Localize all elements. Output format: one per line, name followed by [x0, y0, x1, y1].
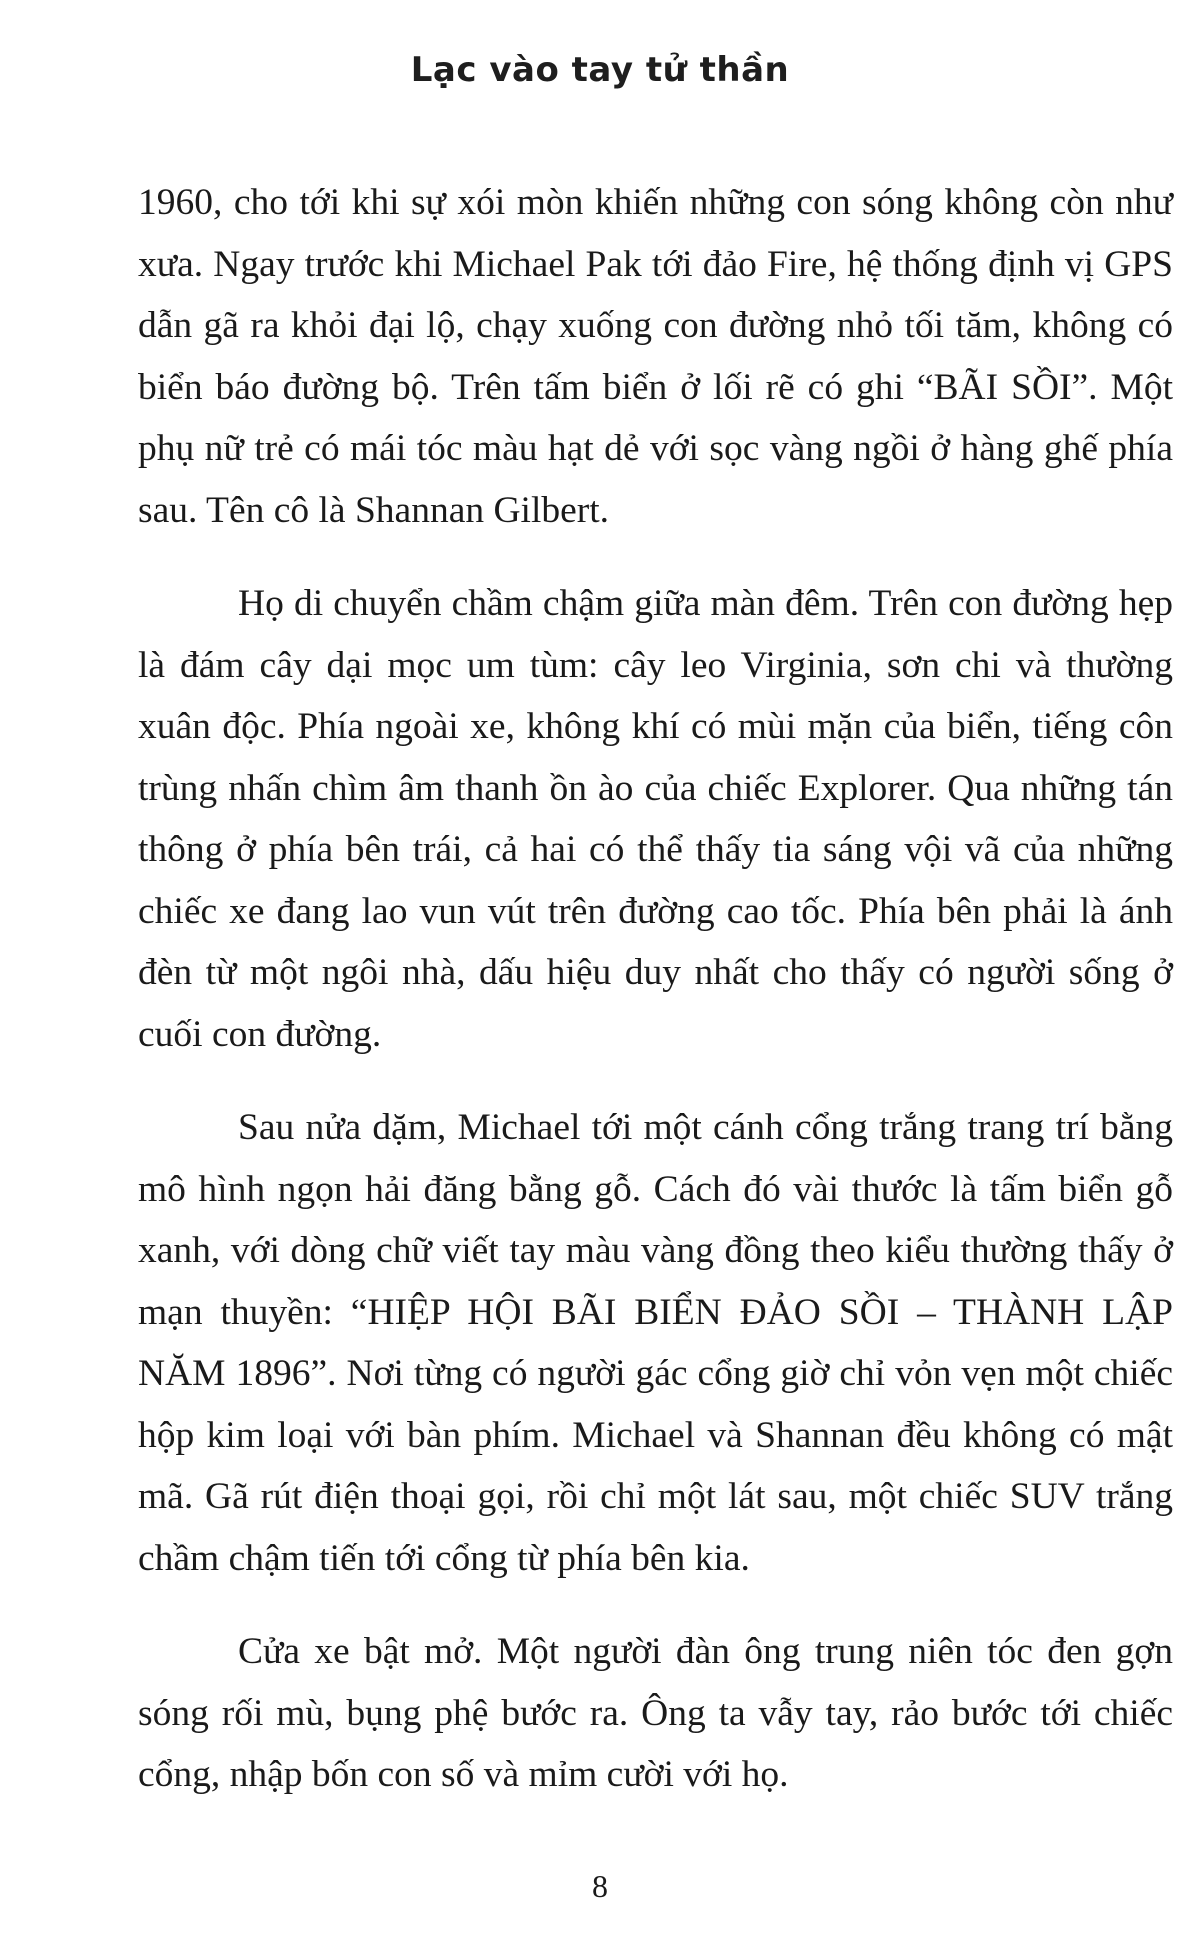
page-number: 8 — [592, 1868, 608, 1904]
paragraph-4: Cửa xe bật mở. Một người đàn ông trung niên tóc đen gợn sóng rối mù, bụng phệ bước ra. Ông ta vẫy tay, rảo bước tới chiếc cổng, nhập bốn con số và mỉm cười với họ. — [138, 1631, 1173, 1795]
paragraph-1: 1960, cho tới khi sự xói mòn khiến những con sóng không còn như xưa. Ngay trước khi Michael Pak tới đảo Fire, hệ thống định vị GPS dẫn gã ra khỏi đại lộ, chạy xuống con đường nhỏ tối tăm, không có biển báo đường bộ. Trên tấm biển ở lối rẽ có ghi “BÃI SỒI”. Một phụ nữ trẻ có mái tóc màu hạt dẻ với sọc vàng ngồi ở hàng ghế phía sau. Tên cô là Shannan Gilbert. — [138, 182, 1173, 531]
paragraph-2: Họ di chuyển chầm chậm giữa màn đêm. Trên con đường hẹp là đám cây dại mọc um tùm: cây leo Virginia, sơn chi và thường xuân độc. Phía ngoài xe, không khí có mùi mặn của biển, tiếng côn trùng nhấn chìm âm thanh ồn ào của chiếc Explorer. Qua những tán thông ở phía bên trái, cả hai có thể thấy tia sáng vội vã của những chiếc xe đang lao vun vút trên đường cao tốc. Phía bên phải là ánh đèn từ một ngôi nhà, dấu hiệu duy nhất cho thấy có người sống ở cuối con đường. — [138, 583, 1173, 1055]
body-text — [138, 172, 1173, 1806]
running-header-title: Lạc vào tay tử thần — [410, 50, 790, 90]
paragraph-3: Sau nửa dặm, Michael tới một cánh cổng trắng trang trí bằng mô hình ngọn hải đăng bằng gỗ. Cách đó vài thước là tấm biển gỗ xanh, với dòng chữ viết tay màu vàng đồng theo kiểu thường thấy ở mạn thuyền: “HIỆP HỘI BÃI BIỂN ĐẢO SỒI – THÀNH LẬP NĂM 1896”. Nơi từng có người gác cổng giờ chỉ vỏn vẹn một chiếc hộp kim loại với bàn phím. Michael và Shannan đều không có mật mã. Gã rút điện thoại gọi, rồi chỉ một lát sau, một chiếc SUV trắng chầm chậm tiến tới cổng từ phía bên kia. — [138, 1107, 1173, 1579]
